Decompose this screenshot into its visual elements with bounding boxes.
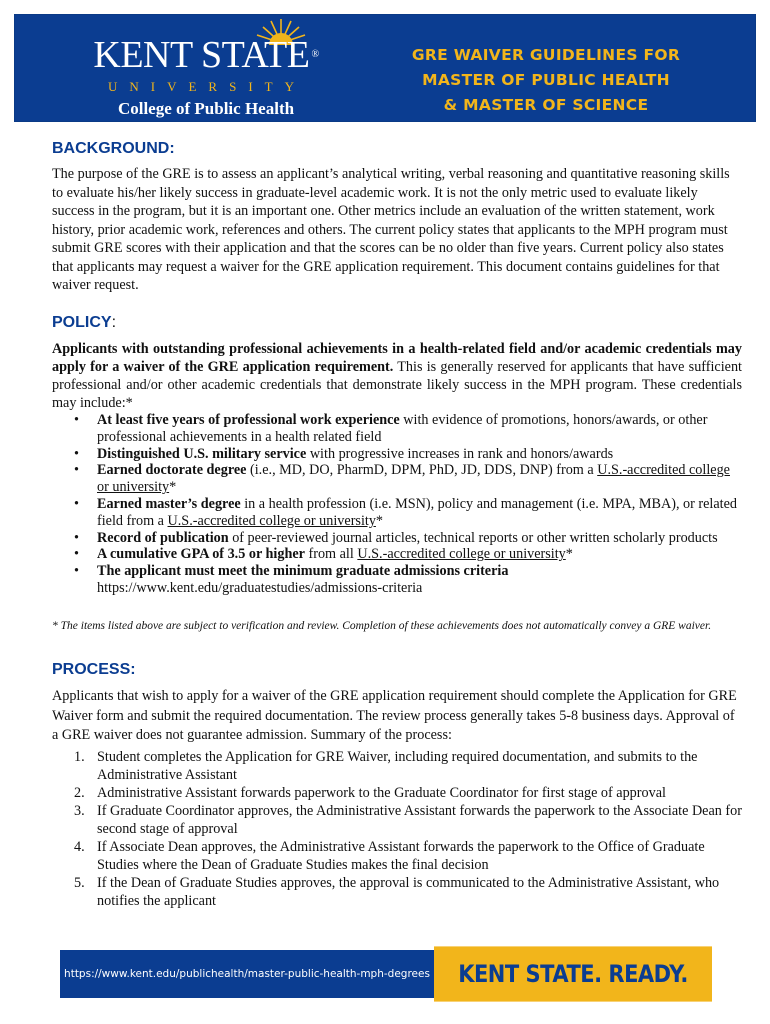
bullet-icon: • — [74, 529, 79, 546]
list-item: • Distinguished U.S. military service with progressive increases in rank and honors/awards — [74, 445, 614, 462]
logo-college: College of Public Health — [117, 99, 295, 118]
header-banner — [14, 14, 756, 122]
list-item: • Record of publication of peer-reviewed journal articles, technical reports or other written scholarly products — [74, 529, 718, 546]
logo-wordmark: KENT STATE ® — [93, 34, 319, 76]
background-heading: BACKGROUND: — [52, 140, 175, 157]
verification-note: * The items listed above are subject to verification and review. Completion of these achievements does not automatically convey a GRE waiver. — [52, 620, 712, 632]
accredited-link[interactable]: U.S.-accredited college or university — [97, 462, 730, 496]
policy-intro-rest: This is generally reserved for applicants that have sufficient professional and/or other academic credentials that demonstrate likely success in the MPH program. These credentials may include:* — [52, 359, 742, 411]
list-item: • The applicant must meet the minimum graduate admissions criteria https://www.kent.edu/graduatestudies/admissions-criteria — [74, 563, 509, 596]
credentials-list — [52, 412, 742, 597]
process-step: 2. Administrative Assistant forwards paperwork to the Graduate Coordinator for first stage of approval — [74, 785, 666, 801]
kent-state-logo — [81, 15, 381, 123]
title-line: GRE WAIVER GUIDELINES FOR — [411, 46, 681, 64]
list-item: • Earned doctorate degree (i.e., MD, DO, PharmD, DPM, PhD, JD, DDS, DNP) from a U.S.-accredited college or university* — [74, 462, 730, 496]
policy-intro-bold: Applicants with outstanding professional achievements in a health-related field and/or academic credentials may apply for a waiver of the GRE application requirement. — [52, 341, 742, 375]
accredited-link[interactable]: U.S.-accredited college or university — [357, 546, 566, 563]
process-step: 1. Student completes the Application for GRE Waiver, including required documentation, and submits to the Administrative Assistant — [74, 749, 698, 783]
bullet-icon: • — [74, 462, 79, 479]
process-step: 4. If Associate Dean approves, the Administrative Assistant forwards the paperwork to the Office of Graduate Studies where the Dean of Graduate Studies makes the final decision — [74, 839, 705, 873]
process-heading: PROCESS: — [52, 661, 136, 678]
policy-heading: POLICY: — [52, 314, 117, 331]
process-steps — [52, 748, 742, 910]
admissions-criteria-link[interactable]: https://www.kent.edu/graduatestudies/admissions-criteria — [97, 579, 423, 596]
list-item: • A cumulative GPA of 3.5 or higher from all U.S.-accredited college or university* — [74, 546, 573, 563]
bullet-icon: • — [74, 495, 79, 512]
title-line: & MASTER OF SCIENCE — [443, 96, 649, 114]
process-step: 5. If the Dean of Graduate Studies approves, the approval is communicated to the Administrative Assistant, who notifies the applicant — [74, 875, 720, 909]
process-step: 3. If Graduate Coordinator approves, the Administrative Assistant forwards the paperwork to the Associate Dean for second stage of approval — [74, 803, 742, 837]
logo-university: UNIVERSITY — [108, 79, 306, 94]
list-item: • At least five years of professional work experience with evidence of promotions, honors/awards, or other professional achievements in a health related field — [74, 412, 708, 445]
footer-banner — [60, 950, 712, 998]
bullet-icon: • — [74, 445, 79, 462]
policy-intro — [52, 340, 742, 412]
list-item: • Earned master’s degree in a health profession (i.e. MSN), policy and management (i.e. MPA, MBA), or related field from a U.S.-accredited college or university* — [74, 495, 737, 529]
accredited-link[interactable]: U.S.-accredited college or university — [167, 512, 376, 529]
bullet-icon: • — [74, 563, 79, 580]
document-title — [355, 43, 737, 118]
footer-url[interactable]: https://www.kent.edu/publichealth/master-public-health-mph-degrees — [60, 950, 434, 998]
background-paragraph: The purpose of the GRE is to assess an applicant’s analytical writing, verbal reasoning and quantitative reasoning skills to evaluate his/her likely success in graduate-level academic work. It is not the only metric used to evaluate likely success in the program, but it is an important one. Other metrics include an evaluation of the written statement, work history, prior academic work, references and others. The current policy states that applicants to the MPH program must submit GRE scores with their application and that the scores can be no older than five years. Current policy also states that applicants may request a waiver for the GRE application requirement. This document contains guidelines for that waiver request. — [52, 166, 730, 293]
bullet-icon: • — [74, 412, 79, 428]
process-intro: Applicants that wish to apply for a waiver of the GRE application requirement should complete the Application for GRE Waiver form and submit the required documentation. The review process generally takes 5-8 business days. Approval of a GRE waiver does not guarantee admission. Summary of the process: — [52, 688, 737, 743]
footer-slogan: KENT STATE. READY. — [434, 946, 712, 1001]
title-line: MASTER OF PUBLIC HEALTH — [422, 71, 670, 89]
bullet-icon: • — [74, 546, 79, 563]
